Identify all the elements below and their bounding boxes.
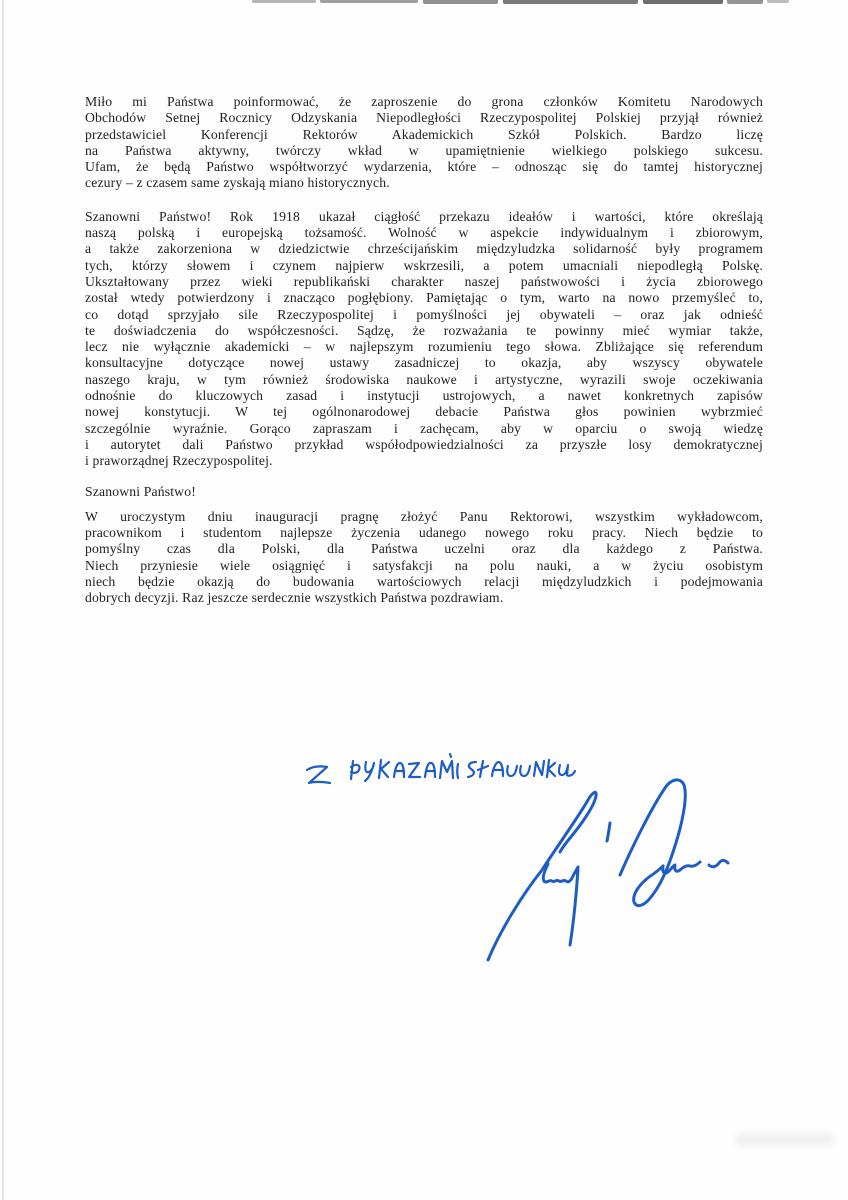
text-line: Szanowni Państwo! <box>85 483 196 499</box>
text-line: lecz nie wyłącznie akademicki – w najlepszym rozumieniu tego słowa. Zbliżające się referendum <box>85 339 763 355</box>
text-line: i autorytet dali Państwo przykład współodpowiedzialności za przyszłe losy demokratycznej <box>85 436 763 452</box>
text-line: W uroczystym dniu inauguracji pragnę złożyć Panu Rektorowi, wszystkim wykładowcom, <box>85 508 763 524</box>
text-line: pomyślny czas dla Polski, dla Państwa uczelni oraz dla każdego z Państwa. <box>85 541 763 557</box>
text-line: Ufam, że będą Państwo współtworzyć wydarzenia, które – odnosząc się do tamtej historycznej <box>85 159 763 175</box>
text-line: na Państwa aktywny, twórczy wkład w upamiętnienie wielkiego polskiego sukcesu. <box>85 142 763 158</box>
text-line: przedstawiciel Konferencji Rektorów Akademickich Szkół Polskich. Bardzo liczę <box>85 126 763 142</box>
text-line: Niech przyniesie wiele osiągnięć i satysfakcji na polu nauki, a w życiu osobistym <box>85 557 763 573</box>
text-line: a także zakorzeniona w dziedzictwie chrześcijańskim międzyludzka solidarność były programem <box>85 241 763 257</box>
paragraph-year-1918 <box>85 209 763 470</box>
closing-handwriting <box>280 745 740 1000</box>
text-line: Szanowni Państwo! Rok 1918 ukazał ciągłość przekazu ideałów i wartości, które określają <box>85 208 763 224</box>
text-line: Miło mi Państwa poinformować, że zaproszenie do grona członków Komitetu Narodowych <box>85 94 763 109</box>
handwritten-closing-text <box>307 754 575 783</box>
letter-body <box>85 94 763 607</box>
scan-artifact-top-band <box>0 0 848 6</box>
text-line: i praworządnej Rzeczypospolitej. <box>85 453 273 469</box>
handwritten-signature <box>488 780 728 960</box>
text-line: Ukształtowany przez wieki republikański charakter naszej państwowości i życia zbiorowego <box>85 273 763 289</box>
text-line: te doświadczenia do współczesności. Sądzę, że rozważania te powinny mieć wymiar także, <box>85 322 763 338</box>
text-line: został wtedy potwierdzony i znacząco pogłębiony. Pamiętając o tym, warto na nowo przemyśleć to, <box>85 290 763 306</box>
text-line: konsultacyjne dotyczące nowej ustawy zasadniczej to okazja, aby wszyscy obywatele <box>85 355 763 371</box>
text-line: pracownikom i studentom najlepsze życzenia udanego nowego roku pracy. Niech będzie to <box>85 525 763 541</box>
paragraph-invitation <box>85 94 763 192</box>
text-line: dobrych decyzji. Raz jeszcze serdecznie wszystkich Państwa pozdrawiam. <box>85 590 504 606</box>
text-line: niech będzie okazją do budowania wartościowych relacji międzyludzkich i podejmowania <box>85 574 763 590</box>
scan-artifact-left-edge <box>2 0 4 1200</box>
text-line: naszą polską i europejską tożsamość. Wolność w aspekcie indywidualnym i zbiorowym, <box>85 225 763 241</box>
text-line: tych, którzy słowem i czynem najpierw wskrzesili, a potem umacniali niepodległą Polskę. <box>85 257 763 273</box>
text-line: co dotąd sprzyjało sile Rzeczypospolitej i pomyślności jej obywateli – oraz jak odnieść <box>85 306 763 322</box>
text-line: cezury – z czasem same zyskają miano historycznych. <box>85 175 390 191</box>
text-line: naszego kraju, w tym również środowiska naukowe i artystyczne, wyrazili swoje oczekiwania <box>85 371 763 387</box>
text-line: nowej konstytucji. W tej ogólnonarodowej debacie Państwa głos powinien wybrzmieć <box>85 404 763 420</box>
text-line: Obchodów Setnej Rocznicy Odzyskania Niepodległości Rzeczypospolitej Polskiej przyjął również <box>85 110 763 126</box>
text-line: odnośnie do kluczowych zasad i instytucji ustrojowych, a nawet konkretnych zapisów <box>85 388 763 404</box>
scan-artifact-smudge <box>735 1133 835 1146</box>
paragraph-wishes <box>85 509 763 607</box>
paragraph-salutation <box>85 484 763 500</box>
text-line: szczególnie wyraźnie. Gorąco zapraszam i zachęcam, aby w oparciu o swoją wiedzę <box>85 420 763 436</box>
